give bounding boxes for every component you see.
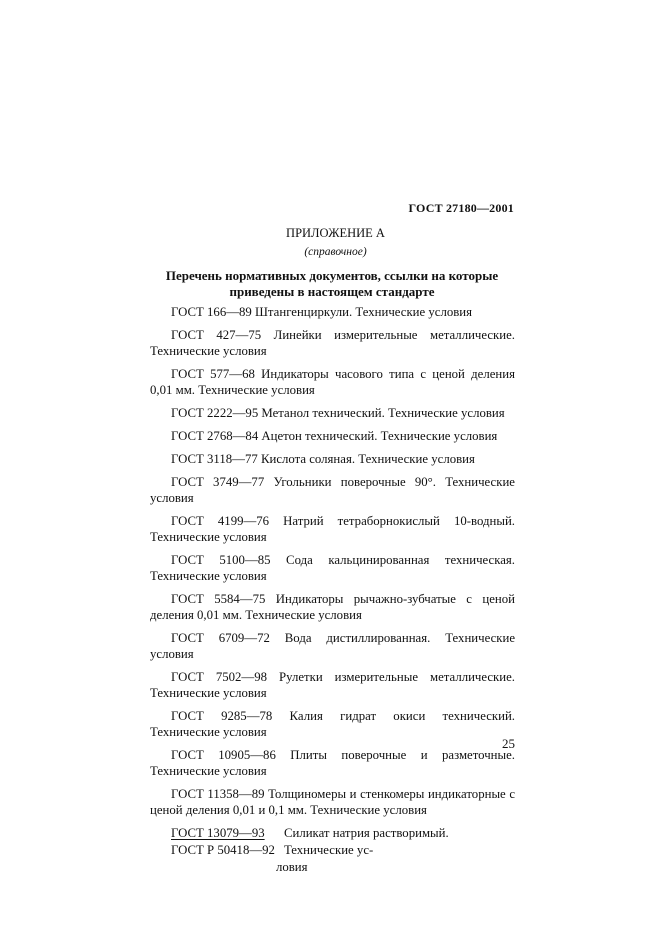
reference-item: ГОСТ 2768—84 Ацетон технический. Технические условия — [171, 429, 498, 443]
appendix-label: ПРИЛОЖЕНИЕ А — [286, 226, 385, 240]
reference-item: ГОСТ 5100—85 Сода кальцинированная техническая. Технические условия — [150, 553, 515, 583]
reference-code-1: ГОСТ 13079—93 — [171, 826, 265, 840]
reference-item-combined — [150, 825, 515, 876]
appendix-type: (справочное) — [304, 246, 367, 258]
reference-combined-text — [275, 825, 515, 876]
reference-codes — [150, 825, 275, 859]
reference-item: ГОСТ 4199—76 Натрий тетраборнокислый 10-водный. Технические условия — [150, 514, 515, 544]
reference-item: ГОСТ 10905—86 Плиты поверочные и разметочные. Технические условия — [150, 748, 515, 778]
reference-code-2: ГОСТ Р 50418—92 — [171, 843, 275, 857]
reference-item: ГОСТ 3749—77 Угольники поверочные 90°. Технические условия — [150, 475, 515, 505]
appendix-title-line2: приведены в настоящем стандарте — [229, 284, 435, 299]
reference-text-line2: ловия — [275, 860, 308, 874]
appendix-title — [150, 268, 514, 300]
appendix-title-line1: Перечень нормативных документов, ссылки на которые — [165, 268, 499, 283]
reference-item: ГОСТ 11358—89 Толщиномеры и стенкомеры индикаторные с ценой деления 0,01 и 0,1 мм. Технические условия — [150, 787, 515, 817]
reference-item: ГОСТ 6709—72 Вода дистиллированная. Технические условия — [150, 631, 515, 661]
reference-text-line1: Силикат натрия растворимый. Технические ус- — [283, 826, 449, 857]
document-header-standard: ГОСТ 27180—2001 — [408, 201, 514, 215]
page-number: 25 — [502, 736, 515, 751]
reference-item: ГОСТ 9285—78 Калия гидрат окиси технический. Технические условия — [150, 709, 515, 739]
reference-item: ГОСТ 427—75 Линейки измерительные металлические. Технические условия — [150, 328, 515, 358]
reference-item: ГОСТ 7502—98 Рулетки измерительные металлические. Технические условия — [150, 670, 515, 700]
reference-item: ГОСТ 166—89 Штангенциркули. Технические условия — [171, 305, 473, 319]
reference-item: ГОСТ 5584—75 Индикаторы рычажно-зубчатые с ценой деления 0,01 мм. Технические условия — [150, 592, 515, 622]
reference-item: ГОСТ 2222—95 Метанол технический. Технические условия — [171, 406, 505, 420]
reference-item: ГОСТ 3118—77 Кислота соляная. Технические условия — [171, 452, 475, 466]
references-list — [150, 304, 515, 876]
reference-item: ГОСТ 577—68 Индикаторы часового типа с ценой деления 0,01 мм. Технические условия — [150, 367, 515, 397]
